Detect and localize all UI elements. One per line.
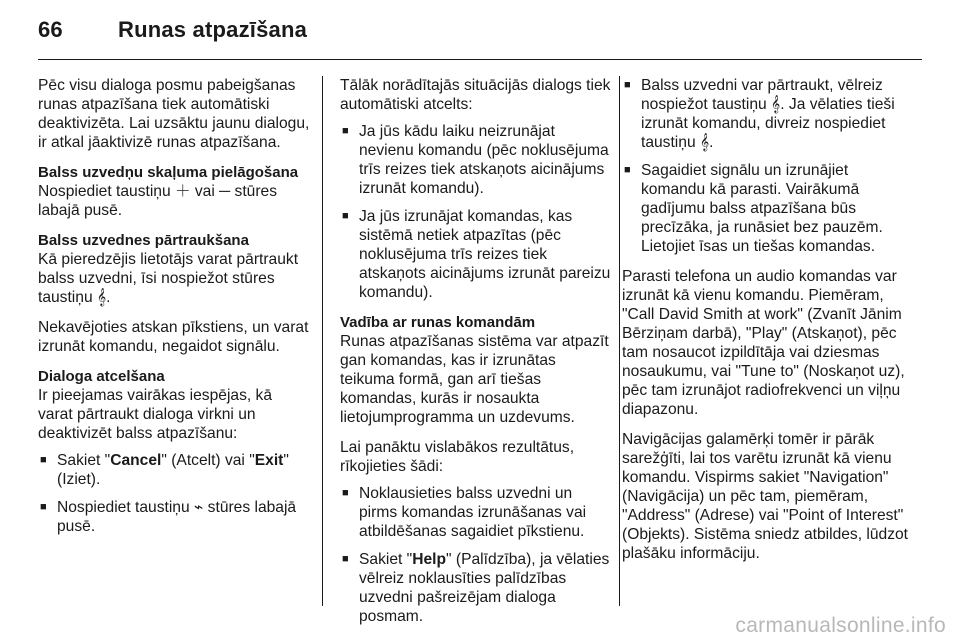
intro-paragraph: Pēc visu dialoga posmu pabeigšanas runas atpazīšana tiek automātiski deaktivizēta. Lai uzsāktu jaunu dialogu, ir atkal jāaktivizē runas atpazīšana. (38, 77, 310, 151)
section-voice-commands (340, 313, 612, 427)
cancel-options-list (38, 451, 310, 536)
header-rule (38, 59, 922, 60)
watermark: carmanualsonline.info (735, 614, 946, 637)
list-item: ■ Ja jūs kādu laiku neizrunājat nevienu komandu (pēc noklusējuma trīs reizes tiek atskaņots aicinājums izrunāt komandu). (340, 122, 612, 198)
section-volume (38, 163, 310, 220)
page-header (38, 17, 307, 43)
column-3 (622, 76, 910, 574)
paragraph: Navigācijas galamērķi tomēr ir pārāk sarežģīti, lai tos varētu izrunāt kā vienu komandu. Vispirms sakiet "Navigation" (Navigācija) un pēc tam, piemēram, "Address" (Adrese) vai "Point of Interest" (Objekts). Sistēma sniedz atbildes, lūdzot plašāku informāciju. (622, 431, 909, 562)
section-interrupt (38, 231, 310, 307)
section-heading: Vadība ar runas komandām (340, 314, 536, 331)
tips-list-continued (622, 76, 910, 256)
intro-paragraph: Tālāk norādītajās situācijās dialogs tiek automātiski atcelts: (340, 77, 611, 113)
page-number: 66 (38, 17, 63, 42)
tips-list (340, 484, 612, 626)
page-title: Runas atpazīšana (118, 17, 308, 42)
section-cancel (38, 367, 310, 443)
section-text: Ir pieejamas vairākas iespējas, kā varat pārtraukt dialoga virkni un deaktivizēt balss atpazīšanu: (38, 387, 273, 442)
list-item: ■ Balss uzvedni var pārtraukt, vēlreiz nospiežot taustiņu 𝄞. Ja vēlaties tieši izrunāt komandu, divreiz nospiediet taustiņu 𝄞. (622, 76, 910, 152)
section-heading: Dialoga atcelšana (38, 368, 165, 385)
paragraph: Lai panāktu vislabākos rezultātus, rīkojieties šādi: (340, 439, 575, 475)
list-item: ■ Ja jūs izrunājat komandas, kas sistēmā netiek atpazītas (pēc noklusējuma trīs reizes tiek atskaņots aicinājums izrunāt pareizu komandu). (340, 207, 612, 302)
section-text: Runas atpazīšanas sistēma var atpazīt gan komandas, kas ir izrunātas teikuma formā, gan arī tiešas komandas, kurās ir nosaukta lietojumprogramma un uzdevums. (340, 333, 609, 426)
column-divider-2 (619, 76, 620, 606)
list-item: ■ Sakiet "Help" (Palīdzība), ja vēlaties vēlreiz noklausīties palīdzības uzvedni pašreizējam dialoga posmam. (340, 550, 612, 626)
section-text: Kā pieredzējis lietotājs varat pārtraukt balss uzvedni, īsi nospiežot stūres taustiņu 𝄞. (38, 251, 299, 306)
list-item: ■ Sakiet "Cancel" (Atcelt) vai "Exit" (Iziet). (38, 451, 310, 489)
paragraph: Parasti telefona un audio komandas var izrunāt kā vienu komandu. Piemēram, "Call David Smith at work" (Zvanīt Jānim Bērziņam darbā), "Play" (Atskaņot), pēc tam nosaucot izpildītāja vai dziesmas nosaukumu, vai "Tune to" (Noskaņot uz), pēc tam izrunājot radiofrekvenci un viļņu diapazonu. (622, 268, 905, 418)
list-item: ■ Nospiediet taustiņu ⌁ stūres labajā pusē. (38, 498, 310, 536)
section-heading: Balss uzvedņu skaļuma pielāgošana (38, 164, 299, 181)
paragraph: Nekavējoties atskan pīkstiens, un varat izrunāt komandu, negaidot signālu. (38, 319, 309, 355)
list-item: ■ Noklausieties balss uzvedni un pirms komandas izrunāšanas vai atbildēšanas sagaidiet pīkstienu. (340, 484, 612, 541)
auto-cancel-list (340, 122, 612, 302)
section-heading: Balss uzvednes pārtraukšana (38, 232, 249, 249)
column-divider-1 (322, 76, 323, 606)
column-1 (38, 76, 310, 547)
list-item: ■ Sagaidiet signālu un izrunājiet komandu kā parasti. Vairākumā gadījumu balss atpazīšana būs precīzāka, ja runāsiet bez pauzēm. Lietojiet īsas un tiešas komandas. (622, 161, 910, 256)
section-text: Nospiediet taustiņu ＋ vai ─ stūres labajā pusē. (38, 183, 278, 219)
column-2 (340, 76, 612, 637)
